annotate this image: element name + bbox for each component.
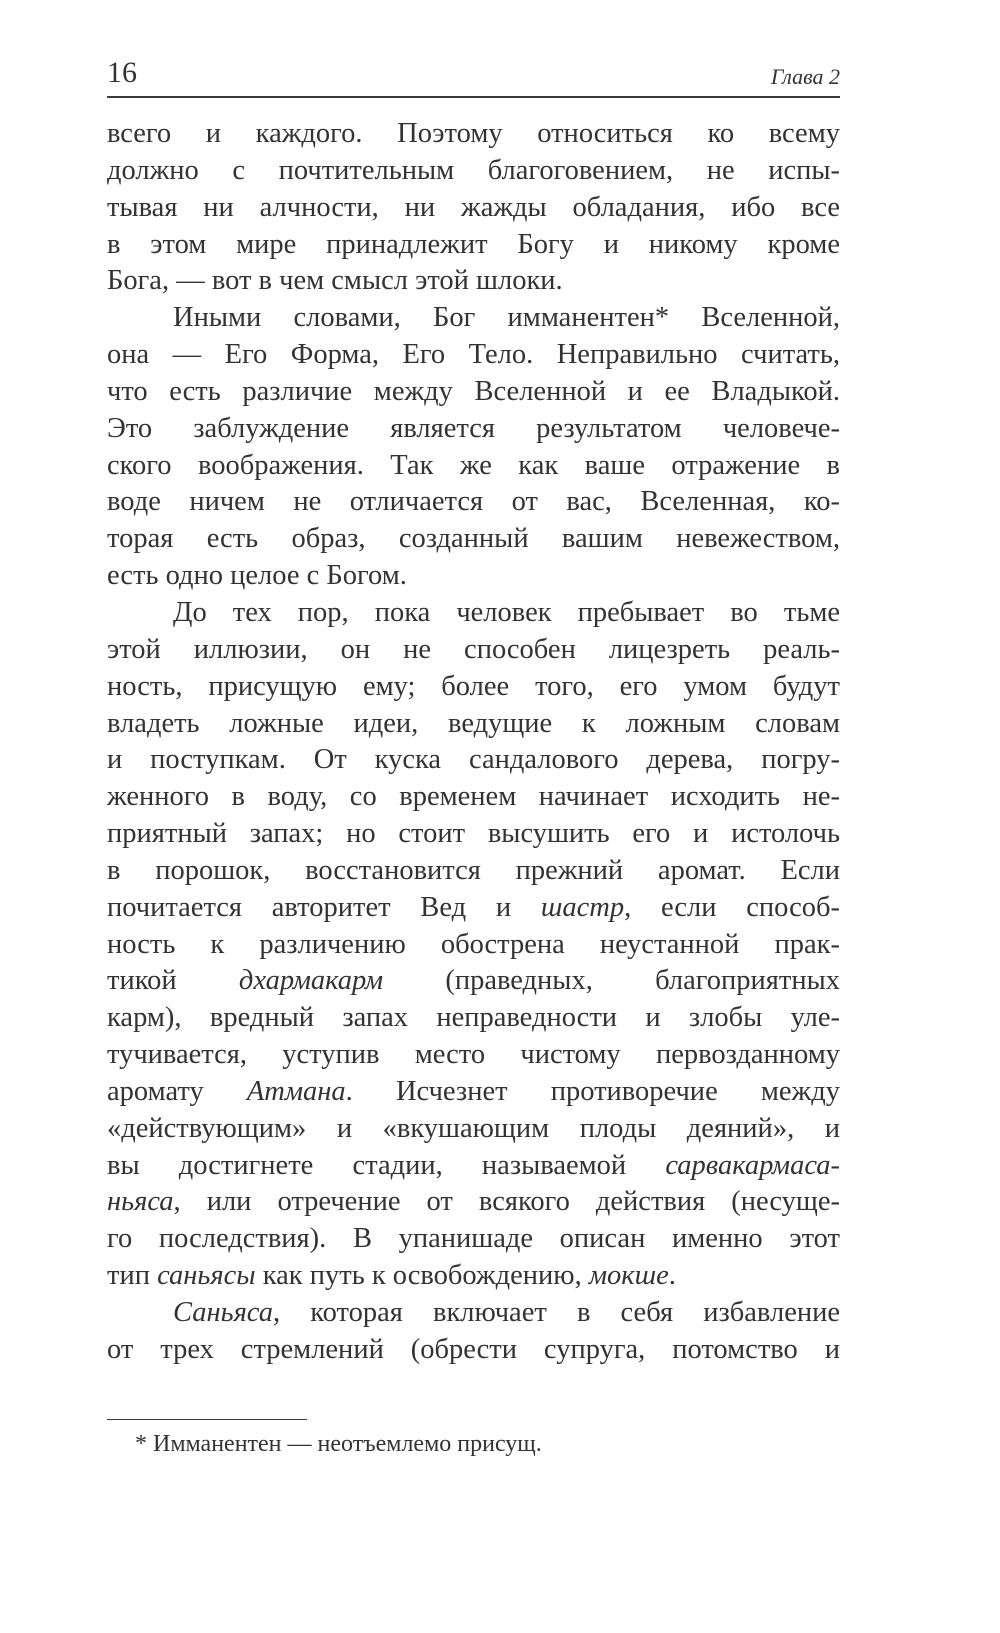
text-line	[107, 706, 840, 743]
text-line	[107, 227, 840, 264]
page-number: 16	[107, 56, 137, 89]
text-run: , если способ-	[624, 891, 840, 923]
text-run: го последствия). В упанишаде описан именно этот	[107, 1223, 840, 1255]
text-line	[107, 1000, 840, 1037]
text-run: воде ничем не отличается от вас, Вселенная, ко-	[107, 486, 840, 518]
text-run: всего и каждого. Поэтому относиться ко всему	[107, 118, 840, 149]
text-line	[107, 1295, 840, 1332]
text-line	[107, 963, 840, 1000]
text-line	[107, 411, 840, 448]
italic-term: сарвакармаса-	[665, 1149, 840, 1181]
text-run: есть одно целое с Богом.	[107, 560, 407, 592]
text-run: владеть ложные идеи, ведущие к ложным словам	[107, 707, 840, 739]
text-line	[107, 374, 840, 411]
text-run: . Исчезнет противоречие между	[345, 1075, 840, 1107]
italic-term: мокше	[588, 1260, 669, 1292]
text-line	[107, 595, 840, 632]
text-line	[107, 448, 840, 485]
text-run: «действующим» и «вкушающим плоды деяний», и	[107, 1112, 840, 1144]
text-run: как путь к освобождению,	[255, 1260, 589, 1292]
text-run: карм), вредный запах неправедности и злобы уле-	[107, 1002, 840, 1034]
text-line	[107, 1332, 840, 1369]
text-line	[107, 1111, 840, 1148]
text-line	[107, 1184, 840, 1221]
italic-term: саньясы	[157, 1260, 256, 1292]
italic-term: шастр	[540, 891, 625, 923]
text-line	[107, 153, 840, 190]
text-run: тип	[107, 1260, 158, 1292]
italic-term: Саньяса	[173, 1297, 273, 1328]
text-run: Это заблуждение является результатом человече-	[107, 412, 840, 444]
text-run: женного в воду, со временем начинает исходить не-	[107, 781, 840, 813]
text-run: , или отречение от всякого действия (несуще-	[173, 1186, 840, 1218]
text-run: почитается авторитет Вед и	[107, 891, 541, 923]
text-line	[107, 669, 840, 706]
text-run: , которая включает в себя избавление	[272, 1297, 840, 1328]
text-run: в порошок, восстановится прежний аромат. Если	[107, 854, 840, 886]
text-line	[107, 484, 840, 521]
text-run: от трех стремлений (обрести супруга, потомство и	[107, 1333, 840, 1365]
text-line	[107, 1074, 840, 1111]
text-line	[107, 816, 840, 853]
footnote-rule	[107, 1419, 307, 1420]
text-line	[107, 927, 840, 964]
text-line	[107, 1037, 840, 1074]
text-run: торая есть образ, созданный вашим невежеством,	[107, 523, 840, 555]
text-run: тучивается, уступив место чистому первозданному	[107, 1039, 840, 1071]
footnote: * Имманентен — неотъемлемо присущ.	[135, 1431, 542, 1457]
text-line	[107, 190, 840, 227]
text-line	[107, 558, 840, 595]
text-run: аромату	[107, 1075, 247, 1107]
text-line	[107, 521, 840, 558]
text-line	[107, 779, 840, 816]
text-run: вы достигнете стадии, называемой	[107, 1149, 666, 1181]
text-line	[107, 116, 840, 153]
text-run: ность к различению обострена неустанной прак-	[107, 928, 840, 960]
text-run: должно с почтительным благоговением, не испы-	[107, 154, 840, 186]
text-line	[107, 742, 840, 779]
chapter-label: Глава 2	[770, 64, 840, 89]
text-line	[107, 853, 840, 890]
body-text	[107, 116, 840, 1369]
text-run: .	[668, 1260, 676, 1292]
text-run: ность, присущую ему; более того, его умом будут	[107, 670, 840, 702]
italic-term: дхармакарм	[238, 965, 384, 997]
text-run: и поступкам. От куска сандалового дерева, погру-	[107, 744, 840, 776]
text-run: тывая ни алчности, ни жажды обладания, ибо все	[107, 191, 840, 223]
text-line	[107, 1221, 840, 1258]
text-line	[107, 337, 840, 374]
text-run: (праведных, благоприятных	[383, 965, 840, 997]
text-line	[107, 890, 840, 927]
text-run: в этом мире принадлежит Богу и никому кроме	[107, 228, 840, 260]
text-run: тикой	[107, 965, 239, 997]
text-line	[107, 1258, 840, 1295]
text-run: приятный запах; но стоит высушить его и истолочь	[107, 818, 840, 850]
text-run: что есть различие между Вселенной и ее Владыкой.	[107, 375, 840, 407]
text-line	[107, 300, 840, 337]
italic-term: Атмана	[246, 1075, 346, 1107]
text-run: этой иллюзии, он не способен лицезреть реаль-	[107, 633, 840, 665]
running-header	[107, 52, 840, 98]
italic-term: ньяса	[107, 1186, 174, 1218]
text-line	[107, 632, 840, 669]
text-line	[107, 263, 840, 300]
text-run: Бога, — вот в чем смысл этой шлоки.	[107, 265, 563, 297]
text-run: она — Его Форма, Его Тело. Неправильно считать,	[107, 339, 840, 371]
text-line	[107, 1148, 840, 1185]
text-run: Иными словами, Бог имманентен* Вселенной,	[173, 302, 840, 334]
text-run: ского воображения. Так же как ваше отражение в	[107, 449, 840, 481]
text-run: До тех пор, пока человек пребывает во тьме	[173, 596, 840, 628]
